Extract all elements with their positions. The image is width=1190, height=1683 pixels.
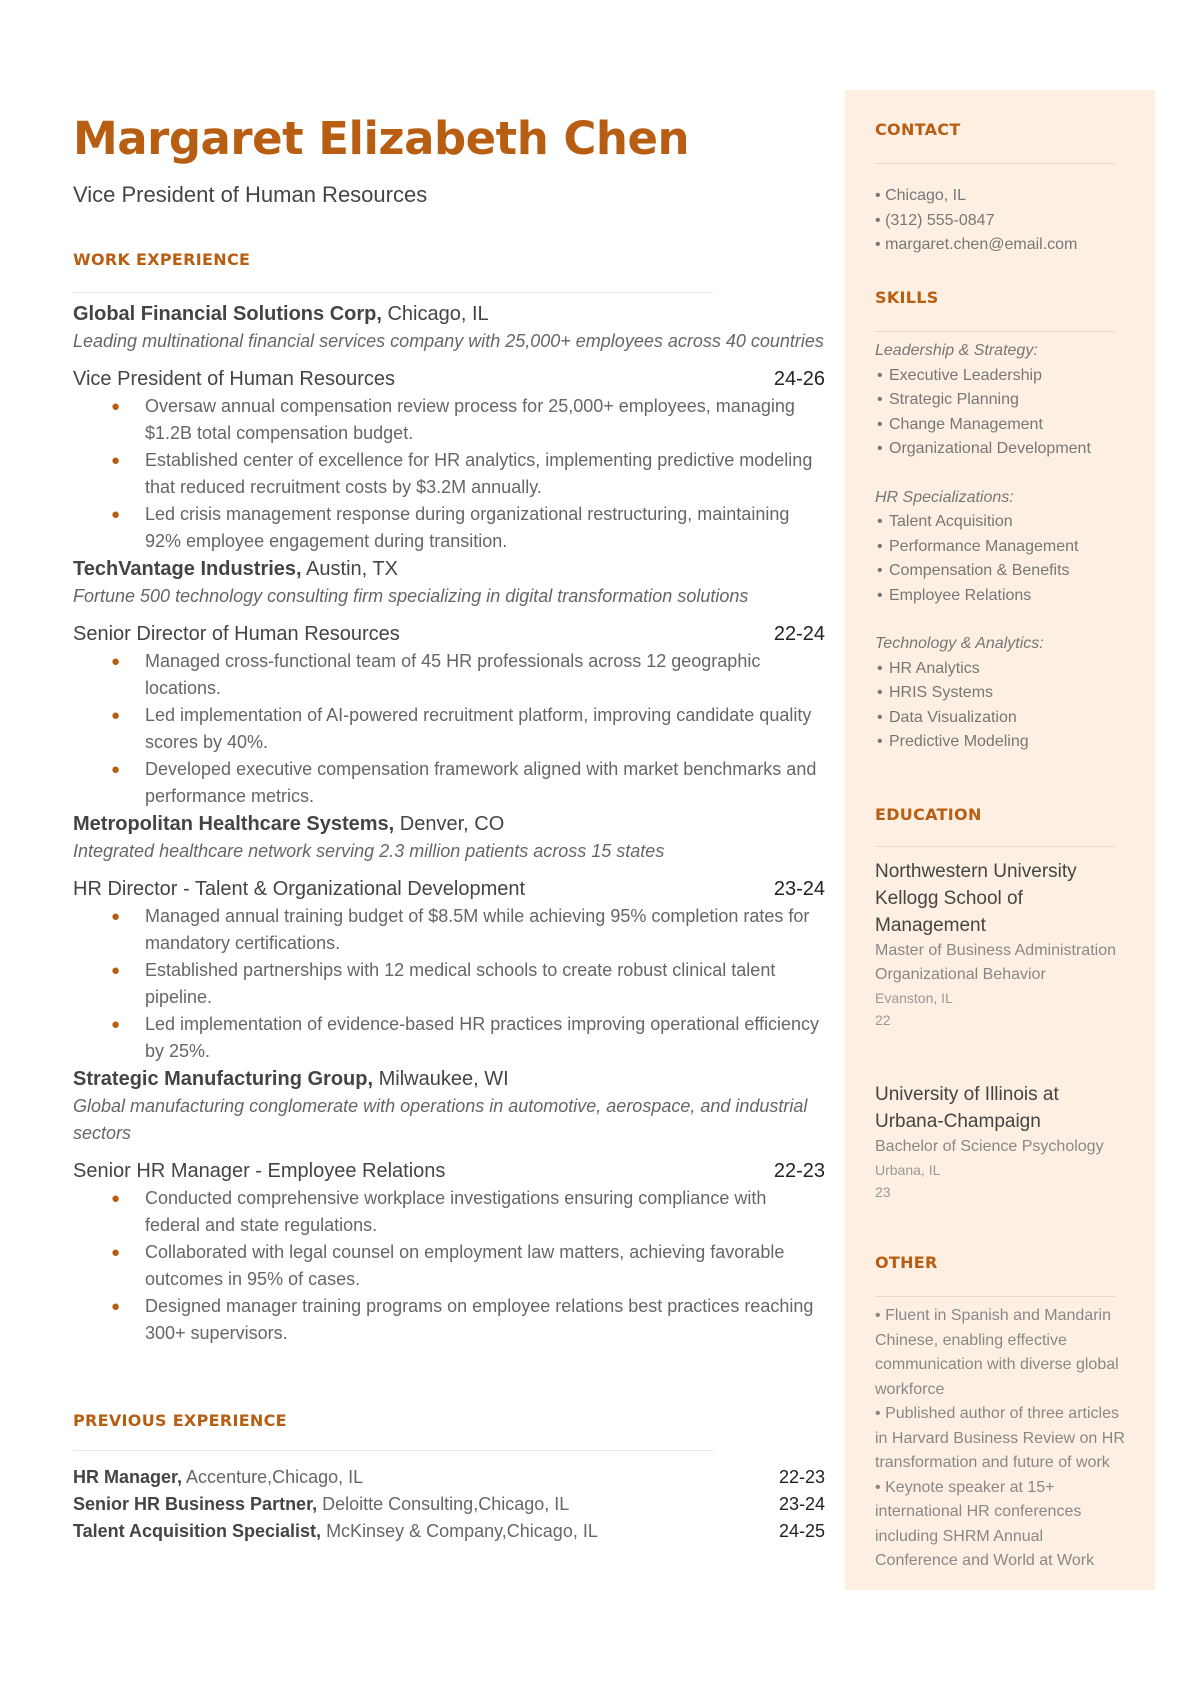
- bullet-icon: •: [877, 733, 883, 750]
- bullet-icon: •: [877, 586, 883, 604]
- bullet-icon: •: [877, 562, 883, 579]
- job-description: Leading multinational financial services company with 25,000+ employees across 40 countries: [73, 331, 824, 351]
- job-company: Strategic Manufacturing Group,: [73, 1068, 374, 1090]
- bullet-dot-icon: ●: [111, 1016, 121, 1033]
- bullet-icon: •: [875, 1478, 881, 1496]
- work-experience-heading: WORK EXPERIENCE: [73, 250, 251, 269]
- job-role: Senior Director of Human Resources: [73, 623, 400, 645]
- contact-location: • Chicago, IL: [875, 187, 966, 204]
- previous-role: Talent Acquisition Specialist,: [73, 1521, 322, 1541]
- previous-experience-heading: PREVIOUS EXPERIENCE: [73, 1411, 287, 1430]
- skill-category: Leadership & Strategy:: [875, 342, 1038, 359]
- other-item: • Published author of three articles in Harvard Business Review on HR transformation and future of work: [875, 1405, 1125, 1471]
- section-divider: [875, 1296, 1115, 1297]
- job-bullets: [73, 1185, 825, 1347]
- job-bullet: ● Established center of excellence for HR analytics, implementing predictive modeling that reduced recruitment costs by $3.2M annually.: [73, 447, 825, 501]
- job-description: Global manufacturing conglomerate with operations in automotive, aerospace, and industrial sectors: [73, 1096, 808, 1143]
- skills-list: [875, 339, 1130, 779]
- job-role: Senior HR Manager - Employee Relations: [73, 1160, 446, 1182]
- job-bullet: ● Designed manager training programs on employee relations best practices reaching 300+ supervisors.: [73, 1293, 825, 1347]
- skill-item: • Organizational Development: [875, 437, 1130, 462]
- bullet-dot-icon: ●: [111, 398, 121, 415]
- bullet-icon: •: [875, 187, 881, 204]
- job-dates: 22-23: [773, 1160, 825, 1182]
- bullet-dot-icon: ●: [111, 908, 121, 925]
- other-heading: OTHER: [875, 1253, 938, 1272]
- job-bullet: ● Oversaw annual compensation review process for 25,000+ employees, managing $1.2B total compensation budget.: [73, 393, 825, 447]
- skill-group: [875, 486, 1130, 609]
- bullet-icon: •: [877, 366, 883, 384]
- job-bullet: ● Developed executive compensation framework aligned with market benchmarks and performance metrics.: [73, 756, 825, 810]
- skill-item: • HRIS Systems: [875, 681, 1130, 706]
- skill-item: • HR Analytics: [875, 657, 1130, 682]
- candidate-title: Vice President of Human Resources: [73, 182, 428, 207]
- section-divider: [875, 331, 1115, 332]
- bullet-dot-icon: ●: [111, 653, 121, 670]
- job-role-row: [73, 620, 825, 648]
- skill-item: • Data Visualization: [875, 706, 1130, 731]
- job-location: Chicago, IL: [387, 303, 489, 325]
- job-bullet: ● Led implementation of AI-powered recruitment platform, improving candidate quality scores by 40%.: [73, 702, 825, 756]
- skill-item: • Change Management: [875, 413, 1130, 438]
- education-year: 22: [875, 1012, 891, 1028]
- job-company-line: [73, 555, 825, 583]
- job-bullet: ● Managed annual training budget of $8.5M while achieving 95% completion rates for mandatory certifications.: [73, 903, 825, 957]
- section-divider: [875, 846, 1115, 847]
- other-list: [875, 1304, 1125, 1574]
- job-bullet: ● Collaborated with legal counsel on employment law matters, achieving favorable outcomes in 95% of cases.: [73, 1239, 825, 1293]
- education-degree: Master of Business Administration Organizational Behavior: [875, 942, 1116, 983]
- bullet-icon: •: [877, 537, 883, 555]
- job-entry: [73, 1065, 825, 1347]
- other-item: • Fluent in Spanish and Mandarin Chinese, enabling effective communication with diverse global workforce: [875, 1307, 1119, 1398]
- previous-experience-row: [73, 1491, 825, 1518]
- job-dates: 22-24: [773, 623, 825, 645]
- job-role-row: [73, 1157, 825, 1185]
- job-company: TechVantage Industries,: [73, 558, 302, 580]
- job-company: Global Financial Solutions Corp,: [73, 303, 382, 325]
- skill-category: Technology & Analytics:: [875, 635, 1044, 652]
- bullet-dot-icon: ●: [111, 506, 121, 523]
- bullet-icon: •: [875, 236, 881, 253]
- contact-heading: CONTACT: [875, 120, 961, 139]
- education-school: University of Illinois at Urbana-Champaign: [875, 1084, 1059, 1132]
- job-location: Milwaukee, WI: [378, 1068, 509, 1090]
- previous-role: Senior HR Business Partner,: [73, 1494, 318, 1514]
- job-role: HR Director - Talent & Organizational Development: [73, 878, 526, 900]
- job-bullet: ● Conducted comprehensive workplace investigations ensuring compliance with federal and state regulations.: [73, 1185, 825, 1239]
- job-bullet: ● Led crisis management response during organizational restructuring, maintaining 92% employee engagement during transition.: [73, 501, 825, 555]
- job-bullet: ● Led implementation of evidence-based HR practices improving operational efficiency by 25%.: [73, 1011, 825, 1065]
- job-description: Fortune 500 technology consulting firm specializing in digital transformation solutions: [73, 586, 749, 606]
- education-heading: EDUCATION: [875, 805, 982, 824]
- job-bullets: [73, 648, 825, 810]
- contact-email: • margaret.chen@email.com: [875, 236, 1078, 253]
- job-entry: [73, 300, 825, 555]
- candidate-name: Margaret Elizabeth Chen: [73, 112, 690, 165]
- bullet-dot-icon: ●: [111, 962, 121, 979]
- education-degree: Bachelor of Science Psychology: [875, 1138, 1104, 1155]
- bullet-dot-icon: ●: [111, 1298, 121, 1315]
- section-divider: [73, 292, 713, 293]
- education-entry: [875, 1081, 1125, 1203]
- job-dates: 23-24: [773, 878, 825, 900]
- previous-dates: 24-25: [778, 1521, 825, 1541]
- contact-phone: • (312) 555-0847: [875, 211, 995, 229]
- skill-item: • Executive Leadership: [875, 364, 1130, 389]
- job-bullets: [73, 903, 825, 1065]
- education-location: Evanston, IL: [875, 990, 953, 1006]
- previous-experience-row: [73, 1518, 825, 1545]
- job-company: Metropolitan Healthcare Systems,: [73, 813, 395, 835]
- previous-org: Accenture,Chicago, IL: [186, 1467, 364, 1487]
- work-experience-list: [73, 300, 825, 1347]
- job-location: Denver, CO: [399, 813, 505, 835]
- previous-dates: 23-24: [778, 1494, 825, 1514]
- section-divider: [875, 163, 1115, 164]
- bullet-icon: •: [875, 1405, 881, 1422]
- bullet-dot-icon: ●: [111, 1244, 121, 1261]
- job-entry: [73, 810, 825, 1065]
- bullet-icon: •: [877, 708, 883, 726]
- previous-experience-list: [73, 1464, 825, 1545]
- education-school: Northwestern University Kellogg School of Management: [875, 861, 1077, 936]
- job-role-row: [73, 365, 825, 393]
- job-role-row: [73, 875, 825, 903]
- bullet-dot-icon: ●: [111, 761, 121, 778]
- job-entry: [73, 555, 825, 810]
- bullet-icon: •: [877, 684, 883, 701]
- job-company-line: [73, 810, 825, 838]
- bullet-icon: •: [877, 659, 883, 677]
- other-item: • Keynote speaker at 15+ international HR conferences including SHRM Annual Conference and World at Work: [875, 1478, 1095, 1569]
- job-location: Austin, TX: [306, 558, 398, 580]
- education-location: Urbana, IL: [875, 1162, 941, 1178]
- job-bullet: ● Established partnerships with 12 medical schools to create robust clinical talent pipeline.: [73, 957, 825, 1011]
- job-description: Integrated healthcare network serving 2.3 million patients across 15 states: [73, 841, 665, 861]
- job-bullet: ● Managed cross-functional team of 45 HR professionals across 12 geographic locations.: [73, 648, 825, 702]
- bullet-icon: •: [877, 391, 883, 408]
- bullet-icon: •: [877, 440, 883, 457]
- education-year: 23: [875, 1184, 891, 1200]
- previous-org: Deloitte Consulting,Chicago, IL: [322, 1494, 570, 1514]
- skill-group: [875, 339, 1130, 462]
- previous-dates: 22-23: [778, 1467, 825, 1487]
- previous-role: HR Manager,: [73, 1467, 183, 1487]
- sidebar: [845, 90, 1155, 1590]
- skills-heading: SKILLS: [875, 288, 939, 307]
- skill-item: • Strategic Planning: [875, 388, 1130, 413]
- job-company-line: [73, 1065, 825, 1093]
- job-bullets: [73, 393, 825, 555]
- section-divider: [73, 1450, 713, 1451]
- bullet-icon: •: [875, 1307, 881, 1324]
- skill-item: • Employee Relations: [875, 584, 1130, 609]
- contact-list: [875, 184, 1130, 258]
- skill-item: • Performance Management: [875, 535, 1130, 560]
- job-dates: 24-26: [773, 368, 825, 390]
- bullet-dot-icon: ●: [111, 452, 121, 469]
- bullet-icon: •: [875, 211, 881, 229]
- education-entry: [875, 858, 1125, 1031]
- bullet-dot-icon: ●: [111, 707, 121, 724]
- bullet-icon: •: [877, 513, 883, 530]
- job-role: Vice President of Human Resources: [73, 368, 396, 390]
- bullet-icon: •: [877, 415, 883, 433]
- bullet-dot-icon: ●: [111, 1190, 121, 1207]
- skill-item: • Predictive Modeling: [875, 730, 1130, 755]
- previous-org: McKinsey & Company,Chicago, IL: [326, 1521, 598, 1541]
- skill-item: • Compensation & Benefits: [875, 559, 1130, 584]
- skill-item: • Talent Acquisition: [875, 510, 1130, 535]
- skill-group: [875, 632, 1130, 755]
- previous-experience-row: [73, 1464, 825, 1491]
- skill-category: HR Specializations:: [875, 488, 1014, 506]
- job-company-line: [73, 300, 825, 328]
